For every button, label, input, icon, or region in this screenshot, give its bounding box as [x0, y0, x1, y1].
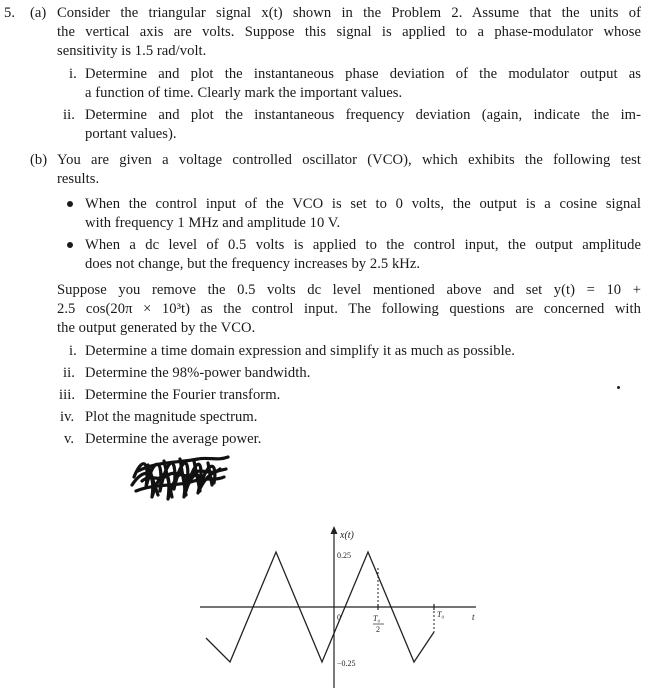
half-period-label-denominator: 2 — [376, 625, 380, 634]
bullet-2-line-1: When a dc level of 0.5 volts is applied to the control input, the output amplitude — [85, 237, 641, 253]
part-b-label: (b) — [30, 152, 48, 168]
bullet-2 — [67, 242, 73, 248]
bullet-2-line-2: does not change, but the frequency increases by 2.5 kHz. — [85, 256, 421, 272]
part-a-item-ii-num: ii. — [63, 107, 75, 123]
bullet-1 — [67, 201, 73, 207]
part-b-item-v-num: v. — [64, 431, 75, 447]
period-label: T₀ — [437, 610, 445, 619]
y-max-label: 0.25 — [337, 551, 351, 560]
part-b-item-i-num: i. — [69, 343, 77, 359]
part-b-item-i-text: Determine a time domain expression and simplify it as much as possible. — [85, 343, 515, 359]
part-a-line-3: sensitivity is 1.5 rad/volt. — [57, 43, 207, 59]
part-a-item-ii-line-2: portant values). — [85, 126, 177, 142]
part-a-item-i-line-2: a function of time. Clearly mark the important values. — [85, 85, 403, 101]
scribble-redaction — [128, 447, 232, 503]
part-a-item-i-line-1: Determine and plot the instantaneous phase deviation of the modulator output as — [85, 66, 641, 82]
part-a-item-ii-line-1: Determine and plot the instantaneous frequency deviation (again, indicate the im- — [85, 107, 641, 123]
part-b-item-iii-text: Determine the Fourier transform. — [85, 387, 281, 403]
part-b-item-v-text: Determine the average power. — [85, 431, 262, 447]
ink-speck — [617, 386, 620, 389]
x-axis-label: t — [472, 612, 475, 622]
triangular-signal-figure — [196, 520, 496, 692]
part-b-para-line-1: Suppose you remove the 0.5 volts dc level mentioned above and set y(t) = 10 + — [57, 282, 641, 298]
part-b-item-ii-num: ii. — [63, 365, 75, 381]
part-b-item-iv-text: Plot the magnitude spectrum. — [85, 409, 258, 425]
part-b-line-2: results. — [57, 171, 100, 187]
part-a-label: (a) — [30, 5, 47, 21]
y-min-label: −0.25 — [337, 659, 356, 668]
part-b-item-iii-num: iii. — [59, 387, 76, 403]
bullet-1-line-1: When the control input of the VCO is set to 0 volts, the output is a cosine signal — [85, 196, 641, 212]
part-a-line-1: Consider the triangular signal x(t) shown in the Problem 2. Assume that the units of — [57, 5, 641, 21]
bullet-1-line-2: with frequency 1 MHz and amplitude 10 V. — [85, 215, 341, 231]
part-b-para-line-2: 2.5 cos(20π × 10³t) as the control input. The following questions are concerned with — [57, 301, 641, 317]
problem-number: 5. — [4, 5, 16, 21]
origin-label: 0 — [337, 613, 341, 622]
part-b-para-line-3: the output generated by the VCO. — [57, 320, 256, 336]
half-period-label-numerator: T₀ — [373, 614, 381, 623]
y-axis-arrow-icon — [331, 526, 338, 534]
y-axis-label: x(t) — [340, 530, 354, 541]
part-b-line-1: You are given a voltage controlled oscillator (VCO), which exhibits the following test — [57, 152, 641, 168]
part-b-item-ii-text: Determine the 98%-power bandwidth. — [85, 365, 311, 381]
part-b-item-iv-num: iv. — [60, 409, 75, 425]
part-a-item-i-num: i. — [69, 66, 77, 82]
part-a-line-2: the vertical axis are volts. Suppose this signal is applied to a phase-modulator whose — [57, 24, 641, 40]
